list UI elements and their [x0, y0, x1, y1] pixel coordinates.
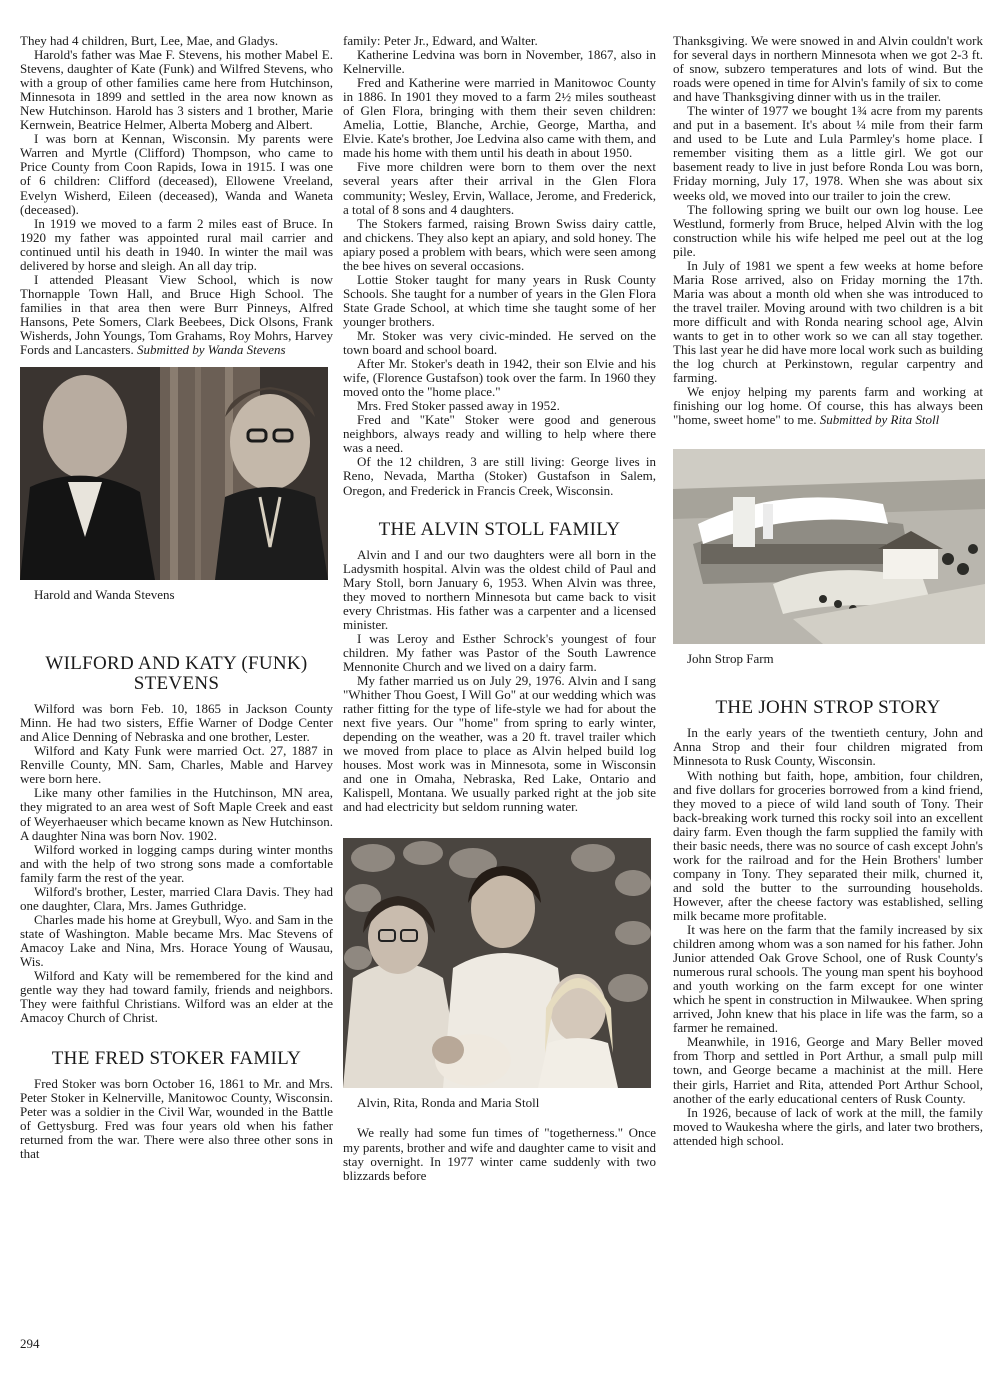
- paragraph: Fred and "Kate" Stoker were good and generous neighbors, always ready and willing to help where there was a need.: [343, 412, 656, 456]
- paragraph: They had 4 children, Burt, Lee, Mae, and Gladys.: [20, 33, 279, 48]
- paragraph: Wilford worked in logging camps during winter months and with the help of two strong sons made a comfortable family farm the rest of the year.: [20, 841, 333, 885]
- paragraph-text: We enjoy helping my parents farm and working at finishing our log home. Of course, this has always been "home, sweet home" to me.: [673, 384, 983, 428]
- photo-caption: John Strop Farm: [687, 651, 774, 667]
- paragraph: Five more children were born to them over the next several years after their arrival in the Glen Flora community; Wesley, Ervin, Wallace, Jerome, and Frederick, a total of 8 sons and 4 daughters.: [343, 159, 656, 217]
- column-2: [343, 34, 656, 1183]
- submitted-by-credit: Submitted by Rita Stoll: [819, 412, 940, 428]
- paragraph-text: I attended Pleasant View School, which is now Thornapple Town Hall, and Bruce High School. The families in that area then were Burr Pinneys, Alfred Hansons, Pete Somers, Clark Beebees, Dick Olsons, Frank Wisherds, John Youngs, Tom Grahams, Roy Mohrs, Harvey Fords and Lancasters.: [20, 271, 333, 358]
- column-1: [20, 34, 333, 1161]
- paragraph: The following spring we built our own log house. Lee Westlund, formerly from Bruce, helped Alvin with the log construction while his wife helped me peel out at the log pile.: [673, 201, 983, 259]
- paragraph: Charles made his home at Greybull, Wyo. and Sam in the state of Washington. Mable became Mrs. Mac Stevens of Amacoy Lake and Nina, Mrs. Horace Young of Wausau, Wis.: [20, 911, 333, 969]
- photo-harold-wanda-stevens: [20, 367, 328, 580]
- section-heading: WILFORD AND KATY (FUNK) STEVENS: [45, 653, 308, 695]
- paragraph: family: Peter Jr., Edward, and Walter.: [343, 33, 538, 48]
- photo-image: [673, 449, 985, 644]
- submitted-by-credit: Submitted by Wanda Stevens: [136, 342, 286, 358]
- paragraph: The Stokers farmed, raising Brown Swiss dairy cattle, and chickens. They also kept an apiary, and sold honey. The apiary posed a problem with bears, which were seen among the bee hives on several occasions.: [343, 215, 656, 273]
- photo-caption: Alvin, Rita, Ronda and Maria Stoll: [357, 1095, 540, 1111]
- paragraph: After Mr. Stoker's death in 1942, their son Elvie and his wife, (Florence Gustafson) took over the farm. In 1960 they moved onto the "home place.": [343, 356, 656, 400]
- page-number: 294: [20, 1336, 40, 1351]
- paragraph: It was here on the farm that the family increased by six children among whom was a son named for his father. John Junior attended Oak Grove School, one of Rusk County's numerous rural schools. The young man spent his boyhood and youth working on the farm except for one winter which he spent in construction in Milwaukee. When spring arrived, John knew that his place in life was the farm, so a farmer he remained.: [673, 922, 983, 1036]
- photo-caption: Harold and Wanda Stevens: [34, 587, 175, 603]
- paragraph: Wilford and Katy will be remembered for the kind and gentle way they had toward family, friends and neighbors. They were faithful Christians. Wilford was an elder at the Amacoy Church of Christ.: [20, 968, 333, 1026]
- paragraph: Mrs. Fred Stoker passed away in 1952.: [357, 398, 560, 414]
- photo-image: [343, 838, 651, 1088]
- paragraph: In 1926, because of lack of work at the mill, the family moved to Waukesha where the girls, and later two brothers, attended high school.: [673, 1104, 983, 1148]
- paragraph: Wilford and Katy Funk were married Oct. 27, 1887 in Renville County, MN. Sam, Charles, Mable and Harvey were born here.: [20, 743, 333, 787]
- section-heading: THE JOHN STROP STORY: [715, 697, 941, 719]
- paragraph: Of the 12 children, 3 are still living: George lives in Reno, Nevada, Martha (Stoker) Gustafson in Salem, Oregon, and Frederick in Francis Creek, Wisconsin.: [343, 454, 656, 498]
- photo-image: [20, 367, 328, 580]
- paragraph: My father married us on July 29, 1976. Alvin and I sang "Whither Thou Goest, I Will Go" at our wedding which was rather fitting for the type of life-style we had for about the next five years. Our "home" from spring to early winter, depending on the weather, was a 20 ft. travel trailer which we moved from place to place as Alvin helped build log houses. Most work was in Minnesota, some in Wisconsin and one in Omaha, Nebraska, Red Lake, Ontario and Kalispell, Montana. We usually parked right at the job site and had electricity but seldom running water.: [343, 672, 656, 815]
- paragraph: [20, 273, 333, 357]
- paragraph: [673, 385, 983, 427]
- paragraph: In 1919 we moved to a farm 2 miles east of Bruce. In 1920 my father was appointed rural mail carrier and continued until his death in 1940. In winter the mail was delivered by horse and sleigh. An all day trip.: [20, 215, 333, 273]
- paragraph: Lottie Stoker taught for many years in Rusk County Schools. She taught for a number of years in the Glen Flora State Grade School, at which time she taught some of her younger brothers.: [343, 271, 656, 329]
- paragraph: I was Leroy and Esther Schrock's youngest of four children. My father was Pastor of the South Lawrence Mennonite Church and we lived on a dairy farm.: [343, 630, 656, 674]
- paragraph: Fred and Katherine were married in Manitowoc County in 1886. In 1901 they moved to a farm 2½ miles southeast of Glen Flora, bringing with them their seven children: Amelia, Lottie, Blanche, Archie, George, Martha, and Elvie. Kate's brother, Joe Ledvina also came with them, and made his home with them until his death in about 1950.: [343, 75, 656, 161]
- paragraph: [343, 1126, 656, 1182]
- photo-stoll-family: [343, 838, 651, 1088]
- section-heading: THE ALVIN STOLL FAMILY: [378, 518, 621, 540]
- paragraph: Wilford was born Feb. 10, 1865 in Jackson County Minn. He had two sisters, Effie Warner of Dodge Center and Alice Denning of Nebraska and one brother, Lester.: [20, 701, 333, 745]
- paragraph: With nothing but faith, hope, ambition, four children, and five dollars for groceries borrowed from a kind friend, they moved to a piece of wild land south of Tony. Their back-breaking work turned this rocky soil into an excellent dairy farm. Even though the farm supplied the family with their basic needs, there was no source of cash except John's work for the railroad and for the Hein Brothers' lumber company in Tony. They separated their milk, churned it, and sold the butter to the surrounding households. However, after the cheese factory was established, selling milk became more profitable.: [673, 767, 983, 923]
- paragraph: I was born at Kennan, Wisconsin. My parents were Warren and Myrtle (Clifford) Thompson, who came to Price County from Coon Rapids, Iowa in 1915. I was one of 6 children: Clifford (deceased), Ellowene Vreeland, Evelyn Wisherd, Eileen (deceased), Wanda and Waneta (deceased).: [20, 131, 333, 217]
- paragraph: Wilford's brother, Lester, married Clara Davis. They had one daughter, Clara, Mrs. James Guthridge.: [20, 883, 333, 913]
- paragraph: Harold's father was Mae F. Stevens, his mother Mabel E. Stevens, daughter of Kate (Funk) and Wilfred Stevens, who with a group of other families came here from Hutchinson, Minnesota in 1899 and settled in the area now known as New Hutchinson. Harold has 3 sisters and 1 brother, Marie Kernwein, Beatrice Helmer, Alberta Moberg and Albert.: [20, 47, 333, 133]
- paragraph: Meanwhile, in 1916, George and Mary Beller moved from Thorp and settled in Port Arthur, a small pulp mill town, and George became a machinist at the mill. Here their girls, Harriet and Rita, attended Port Arthur School, another of the early educational centers of Rusk County.: [673, 1034, 983, 1106]
- paragraph: The winter of 1977 we bought 1¾ acre from my parents and put in a basement. It's about ¼ mile from their farm and used to be Lute and Lula Parmley's home place. I remember visiting them as a little girl. We got our basement ready to live in just before Ronda Lou was born, Friday morning, July 17, 1978. When she was about six weeks old, we moved into our trailer to join the crew.: [673, 103, 983, 203]
- paragraph-text: We really had some fun times of "togetherness." Once my parents, brother and wife and daughter came to visit and stay overnight. In 1977 winter came suddenly with two blizzards before: [343, 1125, 656, 1183]
- paragraph: Thanksgiving. We were snowed in and Alvin couldn't work for several days in northern Minnesota when we got 2-3 ft. of snow, subzero temperatures and lots of wind. But the roads were opened in time for Alvin's family of six to come and have Thanksgiving dinner with us in the trailer.: [673, 33, 983, 105]
- paragraph: Fred Stoker was born October 16, 1861 to Mr. and Mrs. Peter Stoker in Kelnerville, Manitowoc County, Wisconsin. Peter was a soldier in the Civil War, wounded in the Battle of Gettysburg. Fred was four years old when his father returned from the war. There were also three other sons in that: [20, 1076, 333, 1162]
- paragraph: Like many other families in the Hutchinson, MN area, they migrated to an area west of Soft Maple Creek and east of Weyerhaeuser which became known as New Hutchinson. A daughter Nina was born Nov. 1902.: [20, 785, 333, 843]
- paragraph: Mr. Stoker was very civic-minded. He served on the town board and school board.: [343, 327, 656, 358]
- column-3: [673, 34, 983, 1148]
- paragraph: In July of 1981 we spent a few weeks at home before Maria Rose arrived, also on Friday morning the 17th. Maria was about a month old when she was introduced to the travel trailer. Moving around with two children is a bit more difficult and with Ronda nearing school age, Alvin wants to get in to other work so we can all stay together. This last year he did have more local work such as building the log church at Perkinstown, regular carpentry and farming.: [673, 257, 983, 386]
- paragraph: Katherine Ledvina was born in November, 1867, also in Kelnerville.: [343, 47, 656, 77]
- paragraph: Alvin and I and our two daughters were all born in the Ladysmith hospital. Alvin was the oldest child of Paul and Mary Stoll, born January 6, 1953. When Alvin was three, they moved to northern Minnesota but came back to visit every Christmas. His father was a carpenter and a licensed minister.: [343, 546, 656, 632]
- photo-john-strop-farm: [673, 449, 985, 644]
- section-heading: THE FRED STOKER FAMILY: [51, 1048, 302, 1070]
- paragraph: In the early years of the twentieth century, John and Anna Strop and their four children migrated from Minnesota to Rusk County, Wisconsin.: [673, 725, 983, 769]
